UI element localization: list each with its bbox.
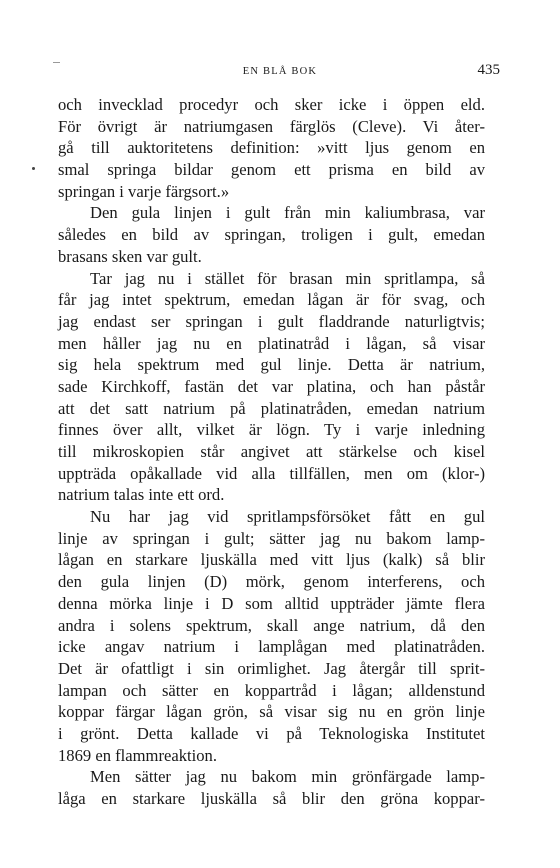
text-line: gå till auktoritetens definition: »vitt ljus genom en (58, 138, 485, 158)
text-line: koppar färgar lågan grön, så visar sig nu en grön linje (58, 702, 485, 722)
text-line: sade Kirchkoff, fastän det var platina, och han påstår (58, 376, 485, 396)
text-line: Den gula linjen i gult från min kaliumbrasa, var (90, 203, 485, 223)
text-line: lågan en starkare ljuskälla med vitt ljus (kalk) så blir (58, 550, 485, 570)
text-line: får jag intet spektrum, emedan lågan är för svag, och (58, 290, 485, 310)
text-line: denna mörka linje i D som alltid uppträder jämte flera (58, 593, 485, 613)
text-line: smal springa bildar genom ett prisma en bild av (58, 160, 485, 180)
text-line: låga en starkare ljuskälla så blir den gröna koppar- (58, 789, 485, 808)
text-line: sig hela spektrum med gul linje. Detta är natrium, (58, 355, 485, 375)
body-text (58, 94, 485, 810)
text-line: men håller jag nu en platinatråd i lågan, så visar (58, 333, 485, 353)
text-line: linje av springan i gult; sätter jag nu bakom lamp- (58, 528, 485, 548)
text-line: springan i varje färgsort.» (58, 181, 230, 201)
text-line: icke angav natrium i lamplågan med platinatråden. (58, 637, 485, 657)
text-line: uppträda opåkallade vid alla tillfällen, men om (klor-) (58, 463, 485, 483)
text-line: jag endast ser springan i gult fladdrande naturligtvis; (58, 311, 485, 331)
corner-mark (53, 62, 60, 63)
text-line: För övrigt är natriumgasen färglös (Cleve). Vi åter- (58, 116, 485, 136)
text-line: och invecklad procedyr och sker icke i öppen eld. (58, 95, 485, 114)
text-line: till mikroskopien står angivet att stärkelse och kisel (58, 442, 485, 461)
text-line: således en bild av springan, troligen i gult, emedan (58, 225, 485, 245)
text-line: andra i solens spektrum, skall ange natrium, då den (58, 615, 485, 635)
margin-mark (32, 167, 35, 170)
text-line: natrium talas inte ett ord. (58, 485, 225, 505)
text-line: 1869 en flammreaktion. (58, 745, 217, 765)
running-title: EN BLÅ BOK (242, 66, 318, 77)
text-line: brasans sken var gult. (58, 246, 202, 266)
text-line: den gula linjen (D) mörk, genom interferens, och (58, 572, 485, 592)
text-line: lampan och sätter en koppartråd i lågan; alldenstund (58, 680, 485, 700)
text-line: Tar jag nu i stället för brasan min spritlampa, så (90, 268, 485, 288)
text-line: finnes över allt, vilket är lögn. Ty i varje inledning (58, 420, 485, 440)
text-line: Nu har jag vid spritlampsförsöket fått en gul (90, 507, 485, 527)
page-header (60, 62, 500, 82)
text-line: i grönt. Detta kallade vi på Teknologiska Institutet (58, 723, 485, 743)
text-line: att det satt natrium på platinatråden, emedan natrium (58, 398, 485, 418)
page-number: 435 (477, 62, 500, 78)
text-line: Det är ofattligt i sin orimlighet. Jag återgår till sprit- (58, 658, 485, 678)
text-line: Men sätter jag nu bakom min grönfärgade lamp- (90, 767, 485, 787)
